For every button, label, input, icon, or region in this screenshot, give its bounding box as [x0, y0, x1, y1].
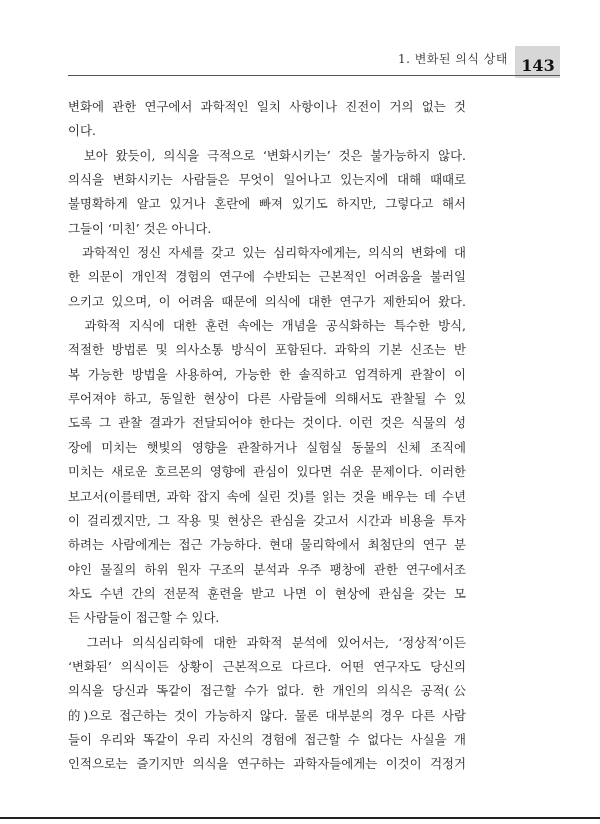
- text-line: 도록 그 관찰 결과가 전달되어야 한다는 것이다. 이런 것은 식물의 성: [68, 415, 466, 431]
- text-line: 변화에 관한 연구에서 과학적인 일치 사항이나 진전이 거의 없는 것: [68, 99, 466, 114]
- text-line: 과학적인 정신 자세를 갖고 있는 심리학자에게는, 의식의 변화에 대: [68, 245, 466, 261]
- bottom-rule: [0, 817, 600, 819]
- text-line: 들이 우리와 똑같이 우리 자신의 경험에 접근할 수 없다는 사실을 개: [68, 731, 466, 747]
- text-line: 불명확하게 알고 있거나 혼란에 빠져 있기도 하지만, 그렇다고 해서: [68, 196, 466, 212]
- page-number: 143: [521, 56, 555, 75]
- text-line: 이 걸리겠지만, 그 작용 및 현상은 관심을 갖고서 시간과 비용을 투자: [68, 512, 466, 528]
- text-line: 적절한 방법론 및 의사소통 방식이 포함된다. 과학의 기본 신조는 반: [68, 342, 466, 358]
- text-line: 보고서(이를테면, 과학 잡지 속에 실린 것)를 읽는 것을 배우는 데 수년: [68, 488, 466, 504]
- text-line: 의식을 변화시키는 사람들은 무엇이 일어나고 있는지에 대해 때때로: [68, 172, 466, 188]
- text-line: 한 의문이 개인적 경험의 연구에 수반되는 근본적인 어려움을 불러일: [68, 269, 466, 285]
- text-line: 인적으로는 즐기지만 의식을 연구하는 과학자들에게는 이것이 걱정거: [68, 756, 466, 772]
- text-line: 차도 수년 간의 전문적 훈련을 받고 나면 이 현상에 관심을 갖는 모: [68, 585, 466, 601]
- body-text: [68, 95, 466, 777]
- text-line: 으키고 있으며, 이 어려움 때문에 의식에 대한 연구가 제한되어 왔다.: [68, 293, 466, 309]
- text-line: 의식을 당신과 똑같이 접근할 수가 없다. 한 개인의 의식은 공적(公: [68, 683, 466, 699]
- page-header: [0, 0, 600, 80]
- text-line: 的)으로 접근하는 것이 가능하지 않다. 물론 대부분의 경우 다른 사람: [68, 707, 466, 723]
- header-rule: [68, 75, 560, 76]
- text-line: 그러나 의식심리학에 대한 과학적 분석에 있어서는, ‘정상적’이든: [68, 634, 466, 650]
- text-line: 든 사람들이 접근할 수 있다.: [68, 610, 220, 626]
- text-line: 장에 미치는 햇빛의 영향을 관찰하거나 실험실 동물의 신체 조직에: [68, 439, 466, 455]
- text-line: 루어져야 하고, 동일한 현상이 다른 사람들에 의해서도 관찰될 수 있: [68, 391, 466, 407]
- text-line: 야인 물질의 하위 원자 구조의 분석과 우주 팽창에 관한 연구에서조: [68, 561, 466, 577]
- text-line: 보아 왔듯이, 의식을 극적으로 ‘변화시키는’ 것은 불가능하지 않다.: [68, 147, 466, 163]
- text-line: 이다.: [68, 123, 96, 139]
- running-head: 1. 변화된 의식 상태: [397, 52, 508, 66]
- text-line: 그들이 ‘미친’ 것은 아니다.: [68, 220, 212, 236]
- text-line: ‘변화된’ 의식이든 상황이 근본적으로 다르다. 어떤 연구자도 당신의: [68, 658, 466, 674]
- text-line: 하려는 사람에게는 접근 가능하다. 현대 물리학에서 최첨단의 연구 분: [68, 537, 466, 553]
- text-line: 과학적 지식에 대한 훈련 속에는 개념을 공식화하는 특수한 방식,: [68, 318, 466, 334]
- text-line: 복 가능한 방법을 사용하여, 가능한 한 솔직하고 엄격하게 관찰이 이: [68, 366, 466, 382]
- text-line: 미치는 새로운 호르몬의 영향에 관심이 있다면 쉬운 문제이다. 이러한: [68, 464, 466, 480]
